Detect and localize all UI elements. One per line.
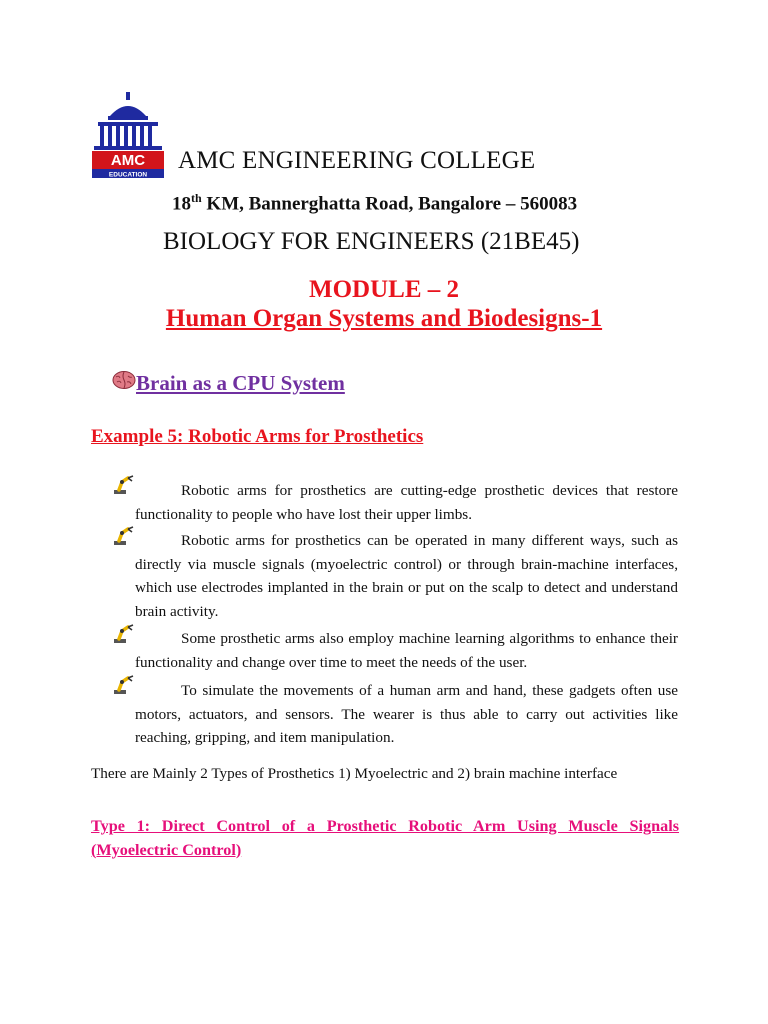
logo-subtext: EDUCATION: [108, 171, 148, 178]
bullet-item-2: Robotic arms for prosthetics can be operated in many different ways, such as directly via muscle signals (myoelectric control) or through brain-machine interfaces, which use electrodes implanted in the brain or put on the scalp to detect and understand brain activity.: [135, 532, 678, 620]
address-number: 18: [172, 193, 191, 215]
college-name: AMC ENGINEERING COLLEGE: [178, 147, 536, 174]
example-heading: Example 5: Robotic Arms for Prosthetics: [91, 426, 424, 447]
college-address: [172, 191, 577, 215]
bullet-item-4: To simulate the movements of a human arm and hand, these gadgets often use motors, actuators, and sensors. The wearer is thus able to carry out activities like reaching, gripping, and item manipulation.: [135, 682, 678, 746]
college-logo-graphic: [90, 92, 166, 178]
logo-text: AMC: [110, 152, 146, 169]
module-title: MODULE – 2: [309, 276, 459, 303]
bullet-item-3: Some prosthetic arms also employ machine learning algorithms to enhance their functionality and change over time to meet the needs of the user.: [135, 630, 678, 671]
type1-heading: Type 1: Direct Control of a Prosthetic Robotic Arm Using Muscle Signals (Myoelectric Control): [91, 817, 679, 859]
course-title: BIOLOGY FOR ENGINEERS (21BE45): [163, 228, 580, 255]
address-superscript: th: [191, 191, 202, 205]
bullet-item-1: Robotic arms for prosthetics are cutting-edge prosthetic devices that restore functionality to people who have lost their upper limbs.: [135, 482, 678, 523]
college-logo: [90, 92, 166, 178]
section-heading: Brain as a CPU System: [136, 371, 345, 395]
module-subtitle: Human Organ Systems and Biodesigns-1: [165, 305, 603, 332]
prosthetics-summary: There are Mainly 2 Types of Prosthetics 1) Myoelectric and 2) brain machine interface: [91, 765, 618, 782]
brain-icon: [112, 370, 136, 390]
address-rest: KM, Bannerghatta Road, Bangalore – 560083: [201, 193, 578, 215]
